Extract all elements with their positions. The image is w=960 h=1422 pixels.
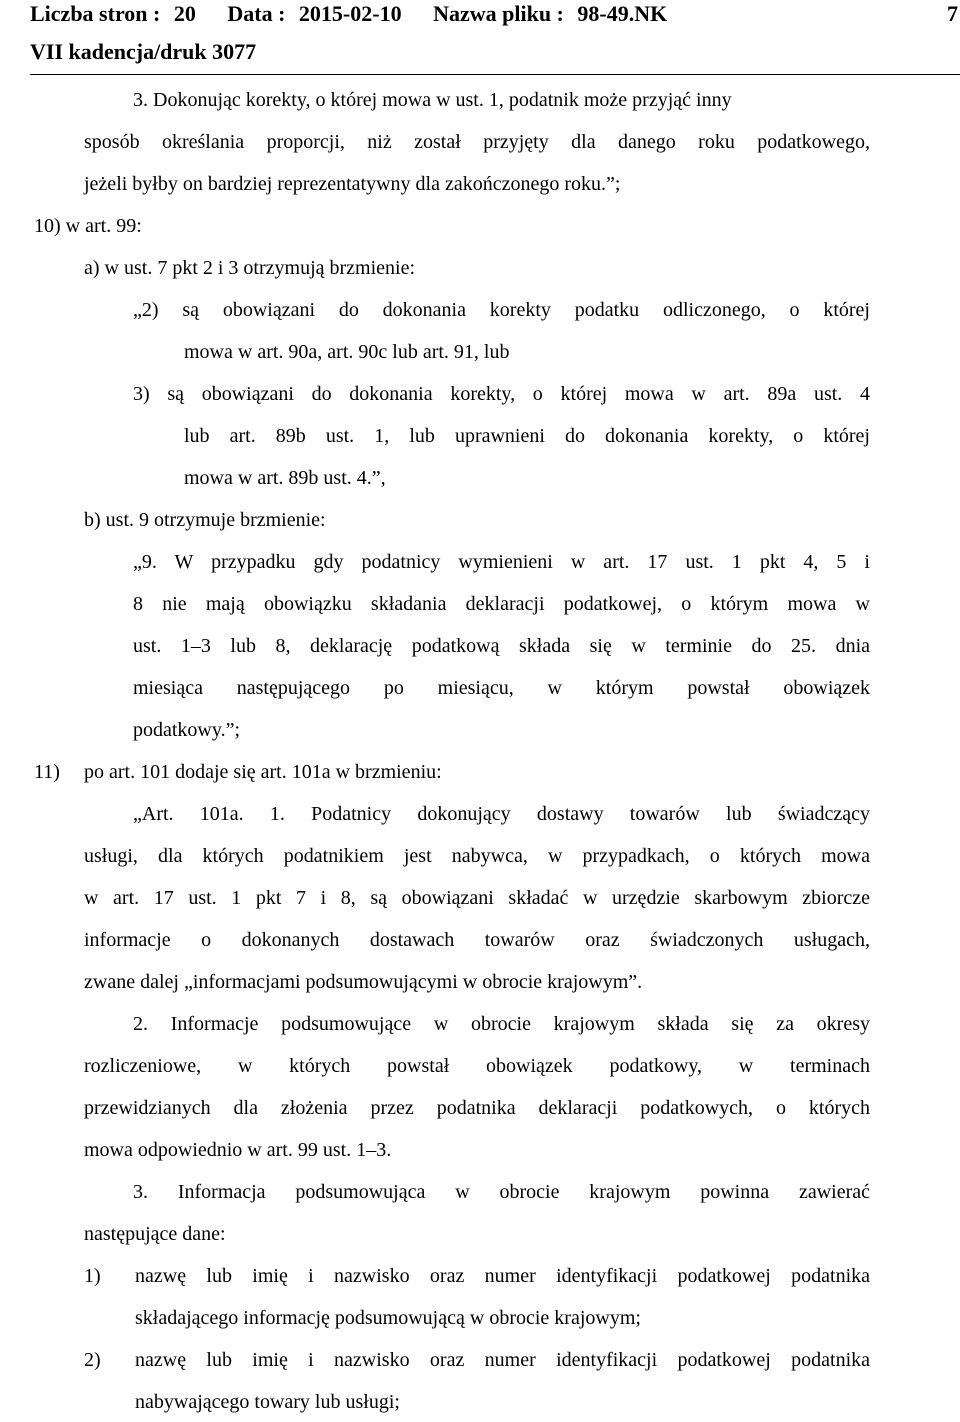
text-line: „Art. 101a. 1. Podatnicy dokonujący dostawy towarów lub świadczący — [133, 803, 870, 825]
header-divider — [30, 74, 960, 75]
text-line: jeżeli byłby on bardziej reprezentatywny dla zakończonego roku.”; — [84, 173, 621, 195]
text-line: następujące dane: — [84, 1223, 226, 1245]
text-line: usługi, dla których podatnikiem jest nabywca, w przypadkach, o których mowa — [84, 845, 870, 867]
page-header — [0, 0, 960, 76]
pages-value: 20 — [173, 1, 196, 26]
list-number: 2) — [84, 1349, 101, 1371]
text-line: w art. 17 ust. 1 pkt 7 i 8, są obowiązani składać w urzędzie skarbowym zbiorcze — [84, 887, 870, 909]
header-term: VII kadencja/druk 3077 — [30, 39, 257, 64]
text-line: 2. Informacje podsumowujące w obrocie krajowym składa się za okresy — [133, 1013, 870, 1035]
text-line: zwane dalej „informacjami podsumowującymi w obrocie krajowym”. — [84, 971, 643, 993]
text-line: 3. Dokonując korekty, o której mowa w ust. 1, podatnik może przyjąć inny — [133, 89, 732, 111]
text-line: rozliczeniowe, w których powstał obowiązek podatkowy, w terminach — [84, 1055, 870, 1077]
date-value: 2015-02-10 — [298, 1, 402, 26]
header-meta — [30, 0, 667, 28]
text-line: informacje o dokonanych dostawach towarów oraz świadczonych usługach, — [84, 929, 870, 951]
text-line: składającego informację podsumowującą w obrocie krajowym; — [135, 1307, 641, 1329]
text-line: „9. W przypadku gdy podatnicy wymienieni w art. 17 ust. 1 pkt 4, 5 i — [133, 551, 870, 573]
list-number: 11) — [34, 761, 60, 783]
page-number: 7 — [947, 1, 958, 26]
text-line: miesiąca następującego po miesiącu, w którym powstał obowiązek — [133, 677, 870, 699]
text-line: mowa w art. 90a, art. 90c lub art. 91, lub — [184, 341, 510, 363]
text-line: nazwę lub imię i nazwisko oraz numer identyfikacji podatkowej podatnika — [135, 1265, 870, 1287]
text-line: przewidzianych dla złożenia przez podatnika deklaracji podatkowych, o których — [84, 1097, 870, 1119]
text-line: „2) są obowiązani do dokonania korekty podatku odliczonego, o której — [133, 299, 870, 321]
text-line: lub art. 89b ust. 1, lub uprawnieni do dokonania korekty, o której — [184, 425, 870, 447]
text-line: mowa w art. 89b ust. 4.”, — [184, 467, 386, 489]
text-line: a) w ust. 7 pkt 2 i 3 otrzymują brzmienie: — [84, 257, 416, 279]
text-line: po art. 101 dodaje się art. 101a w brzmieniu: — [84, 761, 442, 783]
text-line: 10) w art. 99: — [34, 215, 142, 237]
text-line: mowa odpowiednio w art. 99 ust. 1–3. — [84, 1139, 392, 1161]
text-line: 3. Informacja podsumowująca w obrocie krajowym powinna zawierać — [133, 1181, 870, 1203]
text-line: nabywającego towary lub usługi; — [135, 1391, 400, 1413]
text-line: 3) są obowiązani do dokonania korekty, o której mowa w art. 89a ust. 4 — [133, 383, 870, 405]
text-line: ust. 1–3 lub 8, deklarację podatkową składa się w terminie do 25. dnia — [133, 635, 870, 657]
text-line: sposób określania proporcji, niż został przyjęty dla danego roku podatkowego, — [84, 131, 870, 153]
list-number: 1) — [84, 1265, 101, 1287]
text-line: b) ust. 9 otrzymuje brzmienie: — [84, 509, 326, 531]
pages-label: Liczba stron : — [30, 1, 161, 26]
text-line: nazwę lub imię i nazwisko oraz numer identyfikacji podatkowej podatnika — [135, 1349, 870, 1371]
date-label: Data : — [227, 1, 286, 26]
text-line: podatkowy.”; — [133, 719, 241, 741]
file-label: Nazwa pliku : — [433, 1, 564, 26]
text-line: 8 nie mają obowiązku składania deklaracji podatkowej, o którym mowa w — [133, 593, 870, 615]
file-value: 98-49.NK — [577, 1, 668, 26]
